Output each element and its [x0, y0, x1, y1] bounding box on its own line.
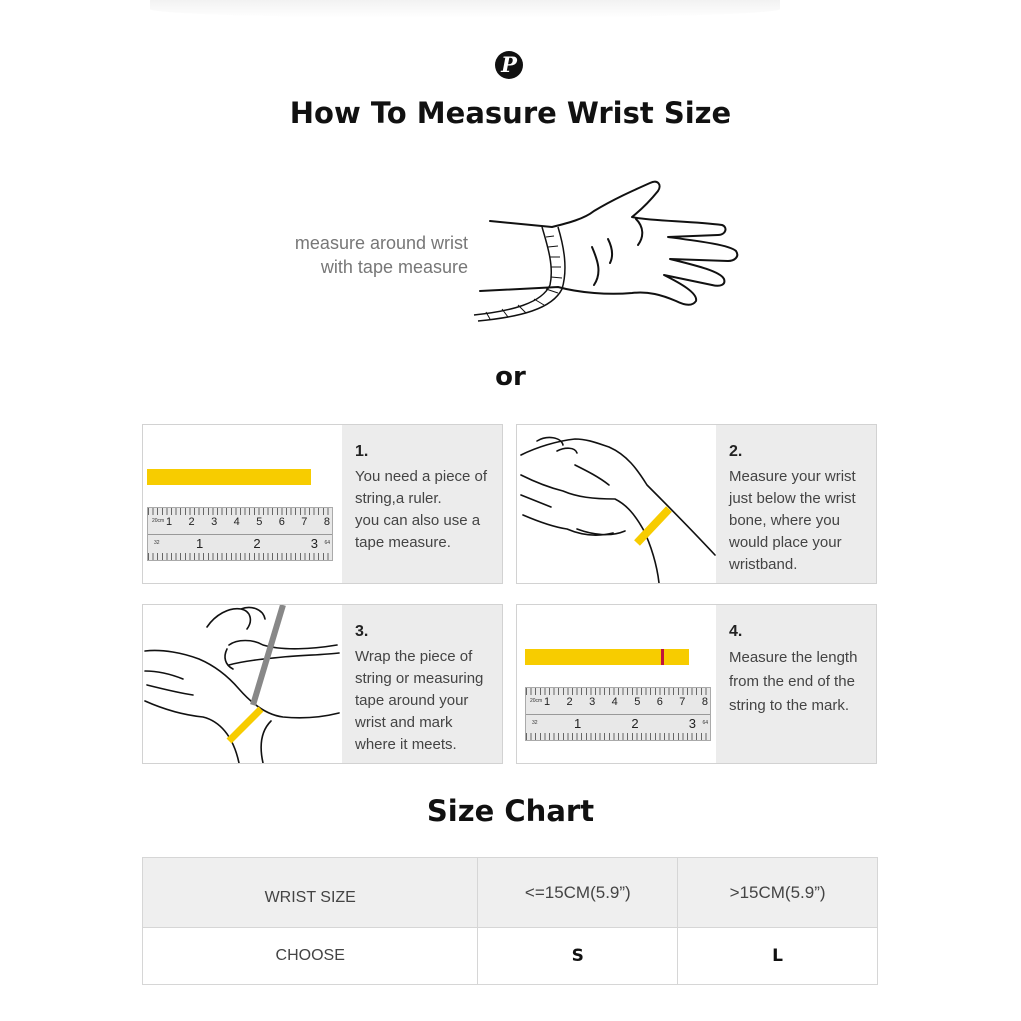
step-3-text	[342, 605, 502, 763]
ruler-bottom-numbers: 1 2 3	[196, 536, 318, 551]
step-1-illustration	[143, 425, 342, 583]
step-1-number: 1.	[355, 443, 369, 460]
step-card-2	[516, 424, 877, 584]
wrist-size-small: <=15CM(5.9”)	[478, 858, 678, 928]
hero-caption-line-1: measure around wrist	[294, 233, 468, 253]
wrist-size-label: WRIST SIZE	[143, 858, 478, 928]
ruler-top-numbers: 1 2 3 4 5 6 7 8	[166, 516, 330, 528]
size-chart-table	[142, 857, 878, 985]
step-4-number: 4.	[729, 623, 743, 640]
ruler-top-numbers: 1 2 3 4 5 6 7 8	[544, 696, 708, 708]
string-strip-marked	[525, 649, 689, 665]
ruler	[525, 687, 711, 741]
wrist-size-large: >15CM(5.9”)	[678, 858, 878, 928]
step-3-number: 3.	[355, 623, 369, 640]
step-3-illustration	[143, 605, 342, 763]
ruler-bottom-end: 64	[702, 720, 708, 726]
step-2-text	[716, 425, 876, 583]
hero-caption-line-2: with tape measure	[320, 257, 468, 277]
step-4-illustration	[517, 605, 716, 763]
ruler-bottom-end: 64	[324, 540, 330, 546]
top-shadow	[150, 0, 780, 18]
ruler-bottom-numbers: 1 2 3	[574, 716, 696, 731]
string-mark	[661, 649, 664, 665]
table-row-wrist-size	[143, 858, 878, 928]
table-row-choose	[143, 928, 878, 985]
step-3-body: Wrap the piece of string or measuring tape around your wrist and mark where it meets.	[355, 648, 484, 753]
size-l-option[interactable]: L	[678, 928, 878, 985]
step-1-body: You need a piece of string,a ruler. you can also use a tape measure.	[355, 468, 488, 551]
step-2-number: 2.	[729, 443, 743, 460]
or-separator: or	[495, 362, 526, 392]
ruler-bottom-unit: 32	[154, 540, 160, 546]
string-strip	[147, 469, 311, 485]
step-card-1	[142, 424, 503, 584]
step-2-illustration	[517, 425, 716, 583]
ruler-bottom-unit: 32	[532, 720, 538, 726]
step-4-text	[716, 605, 876, 763]
step-1-text	[342, 425, 502, 583]
step-2-body: Measure your wrist just below the wrist bone, where you would place your wristband.	[729, 468, 856, 573]
size-s-option[interactable]: S	[478, 928, 678, 985]
hero-caption	[258, 231, 468, 279]
step-4-body: Measure the length from the end of the string to the mark.	[729, 649, 858, 714]
choose-label: CHOOSE	[143, 928, 478, 985]
pinterest-logo-icon[interactable]: P	[495, 51, 523, 79]
step-card-3	[142, 604, 503, 764]
page-title: How To Measure Wrist Size	[289, 96, 732, 130]
ruler	[147, 507, 333, 561]
ruler-top-unit: 20cm	[530, 698, 543, 704]
size-chart-title: Size Chart	[426, 794, 595, 828]
hand-with-tape-illustration	[472, 175, 742, 325]
ruler-top-unit: 20cm	[152, 518, 165, 524]
step-card-4	[516, 604, 877, 764]
